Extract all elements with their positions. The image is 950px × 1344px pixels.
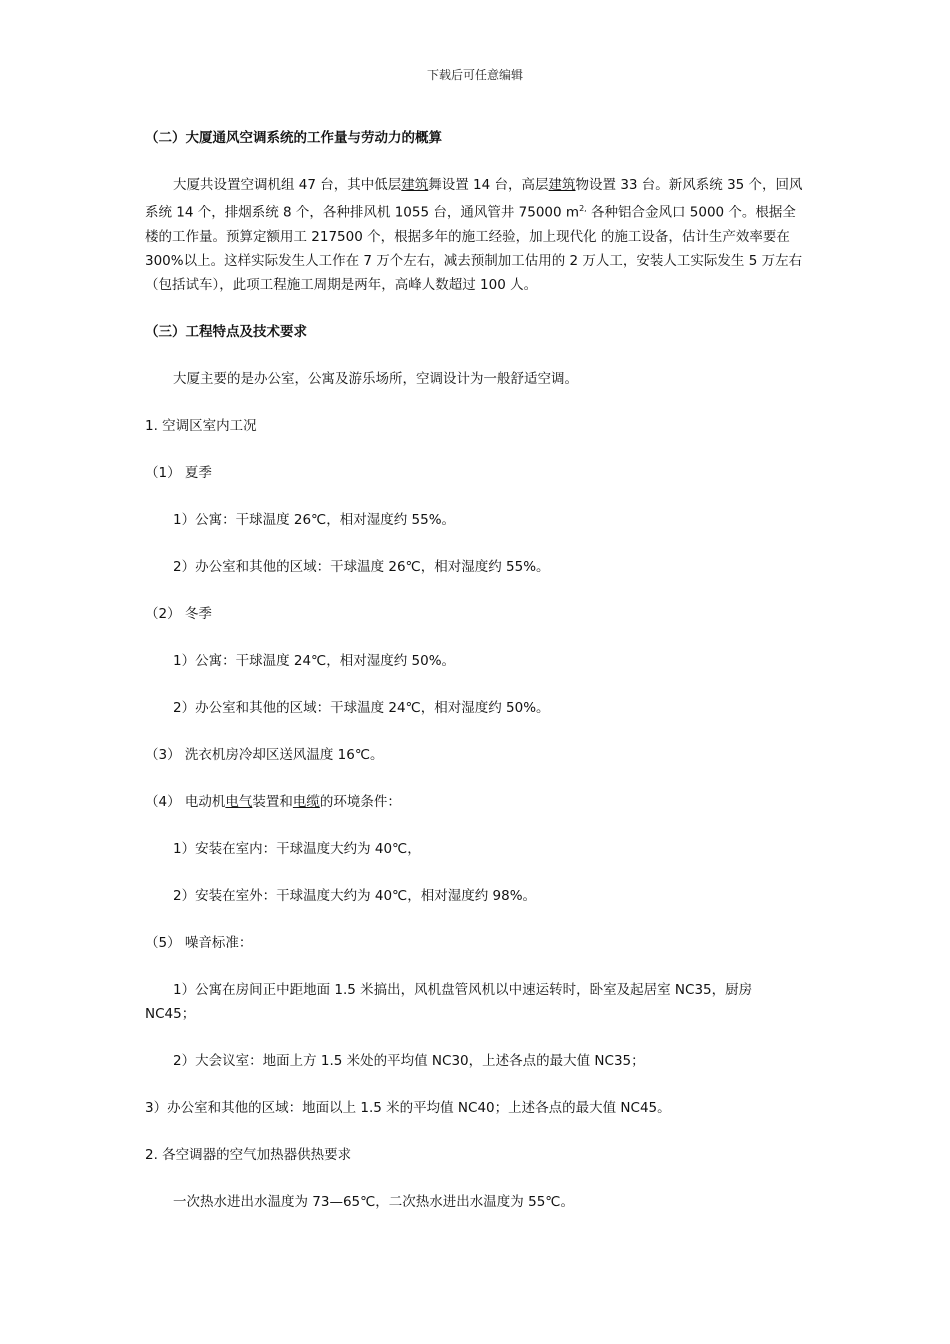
document-body <box>145 126 805 1237</box>
winter-item-1: 1）公寓：干球温度 24℃，相对湿度约 50%。 <box>173 652 456 669</box>
winter-item-2: 2）办公室和其他的区域：干球温度 24℃，相对湿度约 50%。 <box>173 699 550 716</box>
motor-item-1: 1）安装在室内：干球温度大约为 40℃， <box>173 840 421 857</box>
laundry-line: （3） 洗衣机房冷却区送风温度 16℃。 <box>145 746 384 763</box>
underlined-term: 建筑 <box>548 177 576 193</box>
section-2-paragraph: 大厦共设置空调机组 47 台，其中低层建筑舞设置 14 台，高层建筑物设置 33 台。新风系统 35 个，回风系统 14 个，排烟系统 8 个，各种排风机 1055 台，通风管井 75000 $m^{2,}$ 各种铝合金风口 5000 个。根据全楼的工作量。预算定额用工 217500 个，根据多年的施工经验，加上现代化 的施工设备，估计生产效率要在 300%以上。这样实际发生人工作在 7 万个左右，减去预制加工估用的 2 万人工，安装人工实际发生 5 万左右（包括试车），此项工程施工周期是两年，高峰人数超过 100 人。 <box>145 177 803 293</box>
winter-heading: （2） 冬季 <box>145 605 212 622</box>
noise-item-3: 3）办公室和其他的区域：地面以上 1.5 米的平均值 NC40；上述各点的最大值 NC45。 <box>145 1099 671 1116</box>
section-3-intro: 大厦主要的是办公室，公寓及游乐场所，空调设计为一般舒适空调。 <box>173 370 578 387</box>
noise-heading: （5） 噪音标准： <box>145 934 253 951</box>
motor-heading: （4） 电动机电气装置和电缆的环境条件： <box>145 793 401 810</box>
item-2-heading: 2. 各空调器的空气加热器供热要求 <box>145 1146 352 1163</box>
motor-item-2: 2）安装在室外：干球温度大约为 40℃，相对湿度约 98%。 <box>173 887 537 904</box>
section-3-title: （三）工程特点及技术要求 <box>145 323 307 340</box>
noise-item-1: 1）公寓在房间正中距地面 1.5 米搞出，风机盘管风机以中速运转时，卧室及起居室 NC35，厨房 NC45； <box>145 981 753 1022</box>
section-2-title: （二）大厦通风空调系统的工作量与劳动力的概算 <box>145 130 442 146</box>
item-1-heading: 1. 空调区室内工况 <box>145 417 257 434</box>
summer-item-1: 1）公寓：干球温度 26℃，相对湿度约 55%。 <box>173 511 456 528</box>
underlined-term: 电缆 <box>292 793 320 810</box>
summer-heading: （1） 夏季 <box>145 464 212 481</box>
heat-line: 一次热水进出水温度为 73—65℃，二次热水进出水温度为 55℃。 <box>173 1193 574 1210</box>
noise-item-2: 2）大会议室：地面上方 1.5 米处的平均值 NC30，上述各点的最大值 NC35； <box>173 1052 645 1069</box>
underlined-term: 建筑 <box>401 177 429 193</box>
superscript: 2, <box>579 204 587 213</box>
underlined-term: 电气 <box>225 793 253 810</box>
summer-item-2: 2）办公室和其他的区域：干球温度 26℃，相对湿度约 55%。 <box>173 558 550 575</box>
page-header: 下载后可任意编辑 <box>426 68 523 82</box>
